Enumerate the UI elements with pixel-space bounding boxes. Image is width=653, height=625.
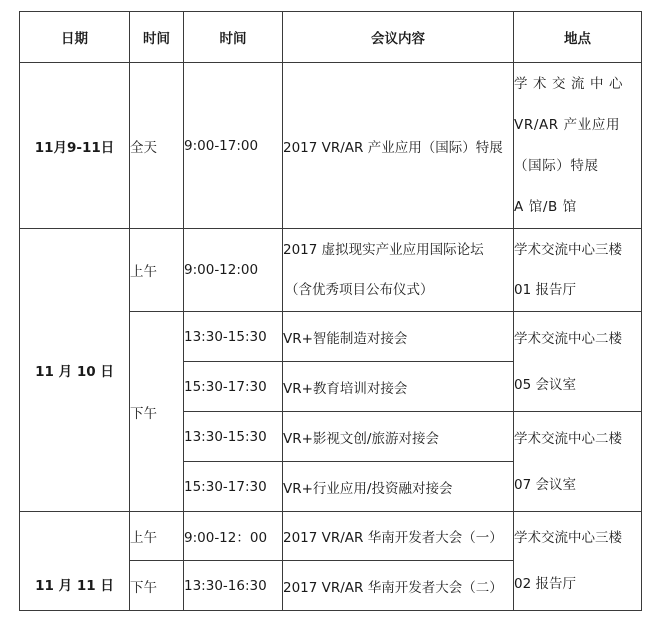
- location-cell: [514, 229, 642, 312]
- location-cell: [514, 63, 642, 229]
- topic-cell: 2017 VR/AR 华南开发者大会（二）: [283, 561, 514, 611]
- time-cell: 9:00-12：00: [184, 512, 283, 561]
- time-cell: 15:30-17:30: [184, 362, 283, 412]
- topic-cell: VR+行业应用/投资融对接会: [283, 462, 514, 512]
- date-cell: 11 月 10 日: [20, 229, 130, 512]
- location-cell: [514, 512, 642, 611]
- period-cell: 下午: [130, 561, 184, 611]
- header-row: [20, 12, 642, 63]
- topic-cell: VR+教育培训对接会: [283, 362, 514, 412]
- location-line: 学术交流中心三楼: [514, 530, 622, 546]
- date-cell: 11月9-11日: [20, 63, 130, 229]
- location-line: 07 会议室: [514, 476, 576, 493]
- location-line: VR/AR 产业应用: [514, 116, 621, 133]
- time-cell: 13:30-16:30: [184, 561, 283, 611]
- header-topic: 会议内容: [283, 12, 514, 63]
- header-location: 地点: [514, 12, 642, 63]
- topic-cell: VR+影视文创/旅游对接会: [283, 412, 514, 462]
- location-line: 学术交流中心二楼: [514, 330, 622, 347]
- period-cell: 全天: [130, 63, 184, 229]
- time-cell: 15:30-17:30: [184, 462, 283, 512]
- location-line: 02 报告厅: [514, 576, 576, 592]
- time-cell: 13:30-15:30: [184, 412, 283, 462]
- time-cell: 13:30-15:30: [184, 312, 283, 362]
- header-period: 时间: [130, 12, 184, 63]
- location-line: 05 会议室: [514, 376, 576, 393]
- topic-cell: [283, 229, 514, 312]
- topic-cell: 2017 VR/AR 华南开发者大会（一）: [283, 512, 514, 561]
- topic-line: （含优秀项目公布仪式）: [285, 282, 434, 298]
- location-line: 学术交流中心三楼: [514, 242, 622, 258]
- table-row: [20, 63, 642, 229]
- location-cell: [514, 412, 642, 512]
- table-row: [20, 229, 642, 312]
- location-cell: [514, 312, 642, 412]
- location-line: 01 报告厅: [514, 282, 576, 298]
- time-cell: 9:00-12:00: [184, 229, 283, 312]
- location-line: A 馆/B 馆: [514, 198, 577, 215]
- schedule-table: [19, 11, 642, 611]
- topic-cell: VR+智能制造对接会: [283, 312, 514, 362]
- location-line: （国际）特展: [514, 157, 599, 174]
- header-time: 时间: [184, 12, 283, 63]
- topic-cell: 2017 VR/AR 产业应用（国际）特展: [283, 63, 514, 229]
- time-cell: 9:00-17:00: [184, 63, 283, 229]
- period-cell: 上午: [130, 229, 184, 312]
- date-cell: 11 月 11 日: [20, 512, 130, 611]
- period-cell: 上午: [130, 512, 184, 561]
- topic-line: 2017 虚拟现实产业应用国际论坛: [283, 242, 484, 258]
- header-date: 日期: [20, 12, 130, 63]
- period-cell: 下午: [130, 312, 184, 512]
- location-line: 学术交流中心二楼: [514, 430, 622, 447]
- table-row: [20, 512, 642, 561]
- location-line: 学 术 交 流 中 心: [514, 75, 624, 92]
